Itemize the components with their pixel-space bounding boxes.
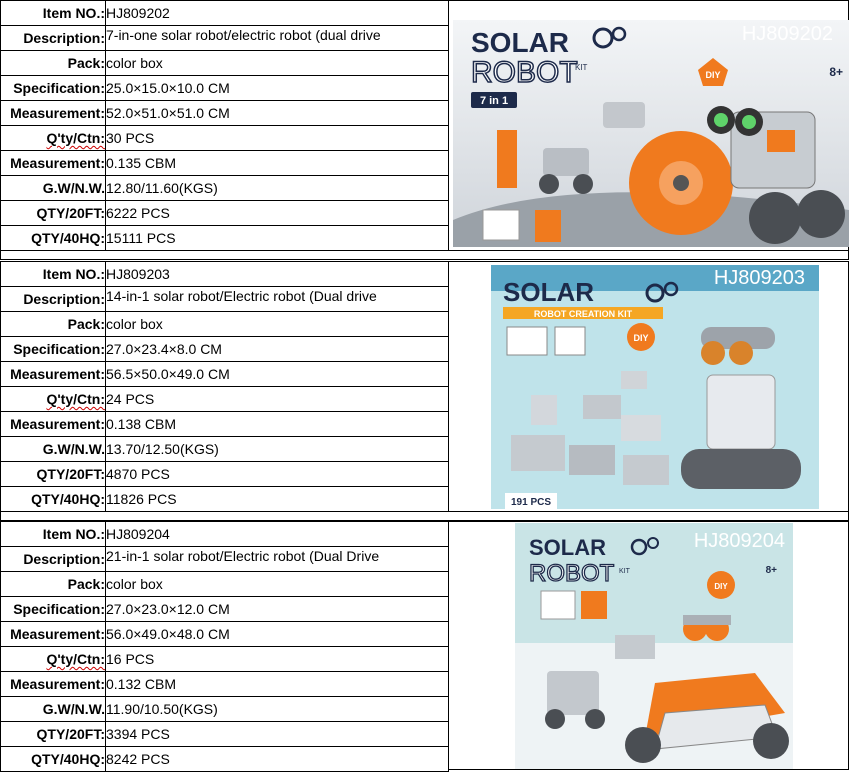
qty-ctn-label: [1, 387, 106, 412]
product-box-image-3: [515, 523, 793, 769]
diy-badge: DIY: [705, 70, 721, 80]
product-block-3: [0, 521, 849, 770]
qty-20ft-value: 4870 PCS: [106, 462, 449, 487]
description-label: Description:: [1, 26, 106, 51]
item-no-label: Item NO.:: [1, 522, 106, 547]
diy-badge: DIY: [633, 333, 649, 343]
brand-solar-text: SOLAR: [529, 535, 606, 560]
specification-value: 27.0×23.4×8.0 CM: [106, 337, 449, 362]
cbm-label: Measurement:: [1, 151, 106, 176]
product-box-image-2: [491, 265, 819, 509]
description-label: Description:: [1, 547, 106, 572]
box-art-1: [453, 20, 849, 247]
description-value: 21-in-1 solar robot/Electric robot (Dual Drive: [106, 547, 449, 572]
specification-label: Specification:: [1, 597, 106, 622]
gw-nw-value: 11.90/10.50(KGS): [106, 697, 449, 722]
description-label: Description:: [1, 287, 106, 312]
brand-kit-text: KIT: [575, 63, 588, 72]
pcs-badge: 191 PCS: [510, 497, 552, 508]
spec-table-1: [0, 0, 449, 251]
measurement-label: Measurement:: [1, 101, 106, 126]
item-no-value: HJ809203: [106, 262, 449, 287]
brand-robot-text: ROBOT: [529, 560, 615, 587]
brand-robot-text: ROBOT: [471, 56, 578, 89]
gw-nw-label: G.W/N.W.: [1, 437, 106, 462]
qty-40hq-label: QTY/40HQ:: [1, 487, 106, 512]
box-code-text: HJ809202: [741, 23, 833, 45]
description-value: 14-in-1 solar robot/Electric robot (Dual drive: [106, 287, 449, 312]
cbm-label: Measurement:: [1, 412, 106, 437]
cbm-value: 0.132 CBM: [106, 672, 449, 697]
qty-20ft-label: QTY/20FT:: [1, 722, 106, 747]
gw-nw-label: G.W/N.W.: [1, 697, 106, 722]
spec-table-3: [0, 521, 449, 772]
qty-20ft-label: QTY/20FT:: [1, 201, 106, 226]
pack-value: color box: [106, 312, 449, 337]
product-block-1: [0, 0, 849, 250]
qty-40hq-label: QTY/40HQ:: [1, 747, 106, 772]
measurement-label: Measurement:: [1, 622, 106, 647]
specification-label: Specification:: [1, 337, 106, 362]
qty-40hq-label: QTY/40HQ:: [1, 226, 106, 251]
pack-label: Pack:: [1, 572, 106, 597]
gw-nw-label: G.W/N.W.: [1, 176, 106, 201]
separator-2: [0, 511, 849, 521]
brand-solar-text: SOLAR: [471, 27, 569, 58]
measurement-value: 56.0×49.0×48.0 CM: [106, 622, 449, 647]
qty-40hq-value: 15111 PCS: [106, 226, 449, 251]
qty-ctn-value: 24 PCS: [106, 387, 449, 412]
brand-solar-text: SOLAR: [503, 277, 594, 307]
cbm-value: 0.135 CBM: [106, 151, 449, 176]
brand-kit-text: KIT: [619, 568, 630, 575]
specification-value: 27.0×23.0×12.0 CM: [106, 597, 449, 622]
qty-20ft-label: QTY/20FT:: [1, 462, 106, 487]
gw-nw-value: 12.80/11.60(KGS): [106, 176, 449, 201]
cbm-label: Measurement:: [1, 672, 106, 697]
item-no-value: HJ809204: [106, 522, 449, 547]
specification-label: Specification:: [1, 76, 106, 101]
pack-label: Pack:: [1, 312, 106, 337]
box-art-3: [515, 523, 793, 769]
pack-value: color box: [106, 51, 449, 76]
qty-ctn-label-text: Q'ty/Ctn:: [46, 651, 105, 667]
box-code-text: HJ809203: [713, 267, 805, 289]
measurement-value: 56.5×50.0×49.0 CM: [106, 362, 449, 387]
age-badge: 8+: [829, 65, 843, 79]
box-art-2: [491, 265, 819, 509]
separator-1: [0, 250, 849, 260]
pack-label: Pack:: [1, 51, 106, 76]
item-no-label: Item NO.:: [1, 262, 106, 287]
qty-ctn-label: [1, 126, 106, 151]
spec-table-2: [0, 261, 449, 512]
qty-ctn-value: 30 PCS: [106, 126, 449, 151]
diy-badge: DIY: [714, 582, 728, 591]
measurement-value: 52.0×51.0×51.0 CM: [106, 101, 449, 126]
qty-20ft-value: 6222 PCS: [106, 201, 449, 226]
cbm-value: 0.138 CBM: [106, 412, 449, 437]
gw-nw-value: 13.70/12.50(KGS): [106, 437, 449, 462]
description-value: 7-in-one solar robot/electric robot (dual drive: [106, 26, 449, 51]
qty-ctn-label-text: Q'ty/Ctn:: [46, 130, 105, 146]
qty-20ft-value: 3394 PCS: [106, 722, 449, 747]
qty-ctn-value: 16 PCS: [106, 647, 449, 672]
subtitle-text: ROBOT CREATION KIT: [533, 309, 633, 319]
pack-value: color box: [106, 572, 449, 597]
product-box-image-1: [453, 20, 849, 247]
badge-7in1: 7 in 1: [479, 95, 509, 107]
product-block-2: [0, 261, 849, 511]
specification-value: 25.0×15.0×10.0 CM: [106, 76, 449, 101]
qty-ctn-label-text: Q'ty/Ctn:: [46, 391, 105, 407]
qty-40hq-value: 11826 PCS: [106, 487, 449, 512]
box-code-text: HJ809204: [693, 530, 785, 552]
item-no-value: HJ809202: [106, 1, 449, 26]
qty-ctn-label: [1, 647, 106, 672]
measurement-label: Measurement:: [1, 362, 106, 387]
age-badge: 8+: [765, 565, 777, 576]
item-no-label: Item NO.:: [1, 1, 106, 26]
qty-40hq-value: 8242 PCS: [106, 747, 449, 772]
